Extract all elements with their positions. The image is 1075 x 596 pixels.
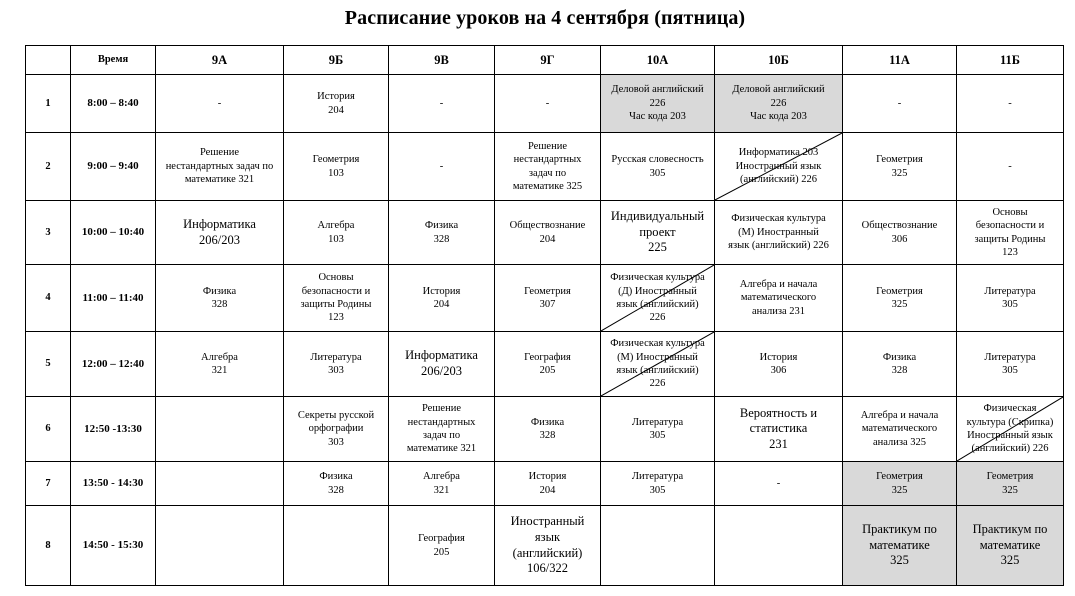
lesson-text: Решение нестандартных задач по математике 321 xyxy=(165,147,274,186)
lesson-cell xyxy=(156,462,284,506)
lesson-cell xyxy=(389,75,495,133)
lesson-cell xyxy=(389,332,495,397)
header-class: 11Б xyxy=(957,46,1064,75)
lesson-text: - xyxy=(439,97,444,109)
lesson-cell xyxy=(156,201,284,265)
schedule-row xyxy=(26,332,1064,397)
lesson-cell xyxy=(156,332,284,397)
page-title: Расписание уроков на 4 сентября (пятница) xyxy=(344,7,746,29)
lesson-text: Деловой английский 226 Час кода 203 xyxy=(611,84,704,123)
lesson-cell xyxy=(957,506,1064,586)
lesson-text: История 306 xyxy=(759,351,798,376)
lesson-cell xyxy=(284,332,389,397)
header-class: 9Б xyxy=(284,46,389,75)
lesson-text: Геометрия 103 xyxy=(312,154,360,179)
header-class: 9Г xyxy=(495,46,601,75)
lesson-cell xyxy=(389,462,495,506)
lesson-text: Алгебра 321 xyxy=(423,471,460,496)
lesson-cell xyxy=(495,332,601,397)
lesson-text: География 205 xyxy=(418,533,465,558)
lesson-cell xyxy=(389,397,495,462)
lesson-cell xyxy=(957,75,1064,133)
lesson-number: 2 xyxy=(26,133,71,201)
lesson-text: Информатика 203 Иностранный язык (английский) 226 xyxy=(735,147,822,186)
lesson-time: 8:00 – 8:40 xyxy=(71,75,156,133)
lesson-text: История 204 xyxy=(528,471,567,496)
lesson-text: Физическая культура (Д) Иностранный язык (английский) 226 xyxy=(610,272,705,324)
header-num xyxy=(26,46,71,75)
lesson-text: Алгебра и начала математического анализа 231 xyxy=(739,278,818,317)
schedule-row xyxy=(26,201,1064,265)
lesson-text: - xyxy=(776,477,781,489)
lesson-text: История 204 xyxy=(422,285,461,310)
lesson-text: - xyxy=(439,160,444,172)
lesson-text: Литература 305 xyxy=(984,285,1036,310)
lesson-text: Вероятность и статистика 231 xyxy=(739,405,818,451)
lesson-text: Решение нестандартных задач по математике 321 xyxy=(406,403,477,455)
lesson-text: Информатика 206/203 xyxy=(183,216,256,247)
header-row xyxy=(26,46,1064,75)
lesson-text: Алгебра 103 xyxy=(317,220,355,245)
lesson-cell xyxy=(843,201,957,265)
lesson-number: 6 xyxy=(26,397,71,462)
lesson-text: Основы безопасности и защиты Родины 123 xyxy=(300,272,372,324)
header-time: Время xyxy=(71,46,156,75)
lesson-text: Литература 305 xyxy=(631,471,684,496)
lesson-text: Секреты русской орфографии 303 xyxy=(297,409,375,448)
lesson-text: Физическая культура (М) Иностранный язык (английский) 226 xyxy=(728,213,829,252)
lesson-text: Практикум по математике 325 xyxy=(972,522,1048,568)
lesson-cell xyxy=(284,75,389,133)
lesson-text: - xyxy=(545,97,550,109)
lesson-cell xyxy=(156,75,284,133)
lesson-cell xyxy=(284,506,389,586)
lesson-number: 5 xyxy=(26,332,71,397)
lesson-cell xyxy=(284,133,389,201)
header-class: 11А xyxy=(843,46,957,75)
lesson-text: Физика 328 xyxy=(202,285,237,310)
lesson-text: География 205 xyxy=(524,351,571,376)
lesson-cell xyxy=(284,265,389,332)
lesson-text: Литература 303 xyxy=(310,351,362,376)
lesson-text: Индивидуальный проект 225 xyxy=(610,209,705,255)
lesson-cell xyxy=(843,462,957,506)
lesson-cell xyxy=(495,506,601,586)
lesson-cell xyxy=(957,332,1064,397)
schedule-row xyxy=(26,75,1064,133)
lesson-text: Физика 328 xyxy=(424,220,459,245)
lesson-cell xyxy=(601,201,715,265)
lesson-cell xyxy=(156,397,284,462)
lesson-number: 8 xyxy=(26,506,71,586)
lesson-text: Обществознание 306 xyxy=(861,220,938,245)
header-class: 10Б xyxy=(715,46,843,75)
lesson-text: Литература 305 xyxy=(984,351,1036,376)
lesson-text: Обществознание 204 xyxy=(509,220,586,245)
lesson-cell xyxy=(284,397,389,462)
lesson-text: - xyxy=(897,97,902,109)
lesson-text: Литература 305 xyxy=(631,416,684,441)
lesson-time: 12:00 – 12:40 xyxy=(71,332,156,397)
lesson-cell xyxy=(389,133,495,201)
lesson-cell xyxy=(495,462,601,506)
lesson-text: Информатика 206/203 xyxy=(405,348,478,378)
lesson-cell xyxy=(843,397,957,462)
lesson-text: Алгебра 321 xyxy=(201,351,238,376)
lesson-cell xyxy=(715,201,843,265)
lesson-text: Геометрия 325 xyxy=(876,471,923,496)
lesson-cell xyxy=(284,462,389,506)
lesson-cell xyxy=(495,265,601,332)
header-class: 9В xyxy=(389,46,495,75)
lesson-text: Физическая культура (М) Иностранный язык (английский) 226 xyxy=(610,338,705,390)
lesson-cell xyxy=(495,75,601,133)
schedule-row xyxy=(26,265,1064,332)
lesson-cell xyxy=(495,397,601,462)
lesson-time: 11:00 – 11:40 xyxy=(71,265,156,332)
header-class: 9А xyxy=(156,46,284,75)
lesson-cell xyxy=(843,133,957,201)
lesson-cell xyxy=(389,265,495,332)
lesson-text: Русская словесность 305 xyxy=(611,154,704,179)
schedule-row xyxy=(26,506,1064,586)
schedule-table xyxy=(25,45,1064,586)
lesson-cell xyxy=(601,397,715,462)
lesson-text: История 204 xyxy=(317,91,355,116)
lesson-text: Геометрия 307 xyxy=(524,285,571,310)
lesson-time: 12:50 -13:30 xyxy=(71,397,156,462)
lesson-cell xyxy=(843,506,957,586)
lesson-text: Практикум по математике 325 xyxy=(862,522,937,568)
lesson-text: - xyxy=(217,97,222,109)
lesson-number: 7 xyxy=(26,462,71,506)
lesson-cell xyxy=(843,75,957,133)
lesson-cell xyxy=(601,462,715,506)
lesson-text: Иностранный язык (английский) 106/322 xyxy=(510,514,585,576)
lesson-cell xyxy=(156,265,284,332)
lesson-text: Геометрия 325 xyxy=(876,285,923,310)
lesson-cell xyxy=(715,506,843,586)
lesson-cell xyxy=(601,332,715,397)
lesson-text: Деловой английский 226 Час кода 203 xyxy=(732,84,825,123)
lesson-cell xyxy=(843,332,957,397)
lesson-cell xyxy=(957,133,1064,201)
lesson-cell xyxy=(715,75,843,133)
lesson-cell xyxy=(284,201,389,265)
lesson-text: - xyxy=(1008,97,1012,109)
lesson-cell xyxy=(715,397,843,462)
lesson-cell xyxy=(715,462,843,506)
lesson-cell xyxy=(601,133,715,201)
lesson-cell xyxy=(495,133,601,201)
lesson-cell xyxy=(843,265,957,332)
lesson-cell xyxy=(957,265,1064,332)
lesson-text: Алгебра и начала математического анализа 325 xyxy=(860,409,939,448)
lesson-cell xyxy=(957,397,1064,462)
lesson-cell xyxy=(957,201,1064,265)
lesson-cell xyxy=(601,75,715,133)
lesson-time: 13:50 - 14:30 xyxy=(71,462,156,506)
lesson-time: 10:00 – 10:40 xyxy=(71,201,156,265)
lesson-text: Геометрия 325 xyxy=(986,471,1034,496)
lesson-text: Основы безопасности и защиты Родины 123 xyxy=(974,206,1046,258)
lesson-number: 4 xyxy=(26,265,71,332)
lesson-cell xyxy=(495,201,601,265)
lesson-cell xyxy=(156,506,284,586)
lesson-text: Геометрия 325 xyxy=(876,154,923,179)
lesson-time: 14:50 - 15:30 xyxy=(71,506,156,586)
lesson-cell xyxy=(957,462,1064,506)
lesson-text: Физика 328 xyxy=(530,416,565,441)
lesson-number: 3 xyxy=(26,201,71,265)
schedule-row xyxy=(26,462,1064,506)
lesson-cell xyxy=(715,332,843,397)
lesson-cell xyxy=(389,506,495,586)
lesson-text: Решение нестандартных задач по математике 325 xyxy=(512,140,583,192)
lesson-text: - xyxy=(1008,160,1012,172)
lesson-text: Физика 328 xyxy=(319,471,353,496)
header-class: 10А xyxy=(601,46,715,75)
lesson-cell xyxy=(156,133,284,201)
lesson-text: Физика 328 xyxy=(882,351,917,376)
lesson-time: 9:00 – 9:40 xyxy=(71,133,156,201)
lesson-cell xyxy=(389,201,495,265)
schedule-row xyxy=(26,133,1064,201)
lesson-text: Физическая культура (Скрипка) Иностранный язык (английский) 226 xyxy=(966,403,1054,455)
lesson-cell xyxy=(601,265,715,332)
lesson-cell xyxy=(715,265,843,332)
lesson-cell xyxy=(601,506,715,586)
schedule-row xyxy=(26,397,1064,462)
lesson-cell xyxy=(715,133,843,201)
lesson-number: 1 xyxy=(26,75,71,133)
